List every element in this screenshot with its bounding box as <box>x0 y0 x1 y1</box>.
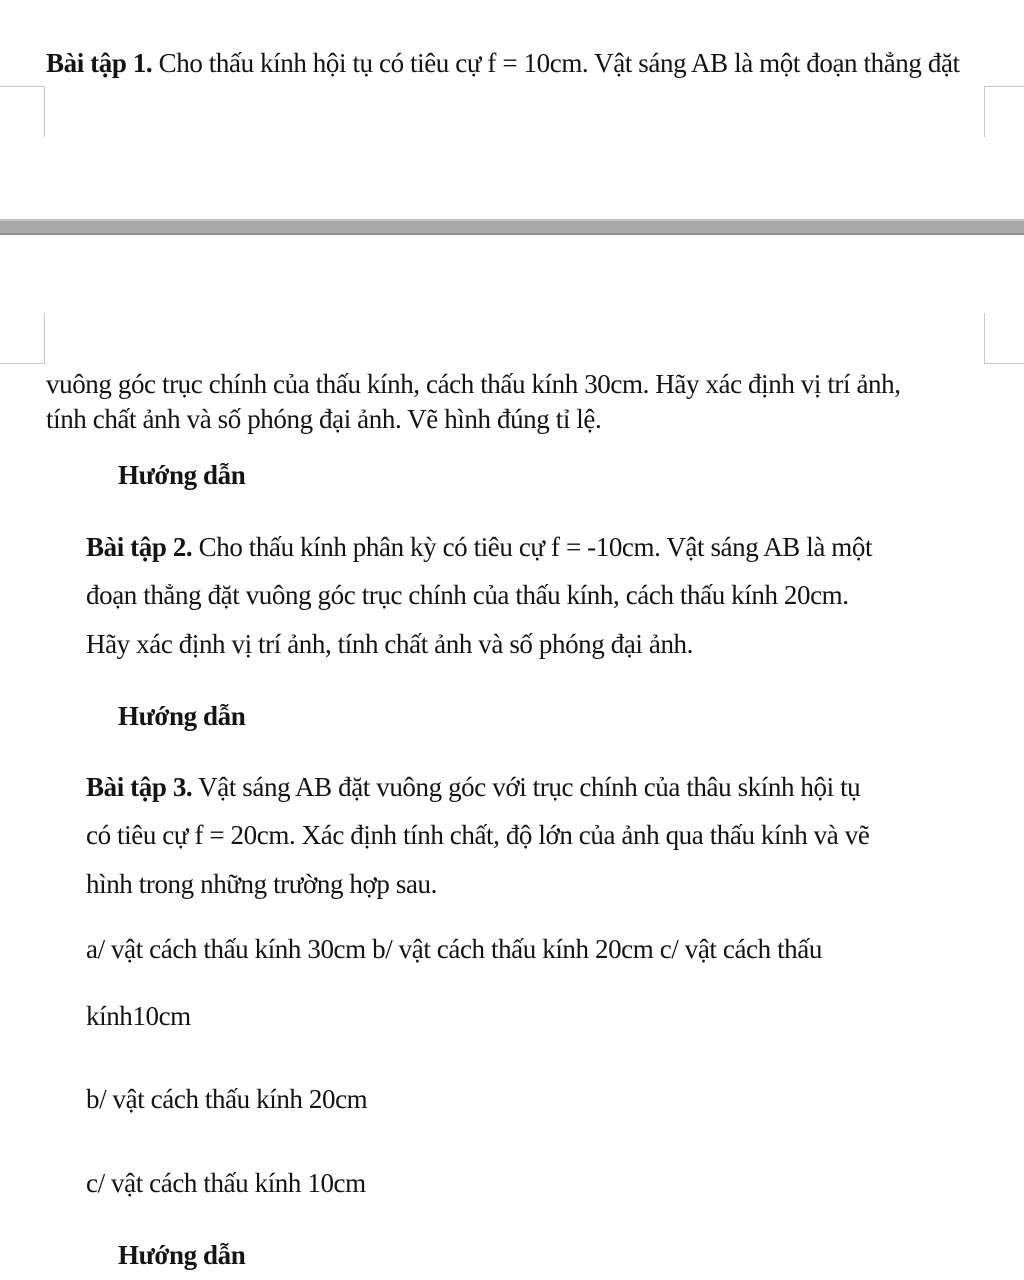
exercise1-line1 <box>46 46 960 80</box>
exercise1-text-line3: tính chất ảnh và số phóng đại ảnh. Vẽ hình đúng tỉ lệ. <box>46 404 602 434</box>
exercise3-case-c: c/ vật cách thấu kính 10cm <box>86 1168 366 1198</box>
page-corner-mark <box>984 86 1024 137</box>
page-corner-mark <box>984 313 1024 364</box>
exercise3-label: Bài tập 3. <box>86 772 193 802</box>
exercise3-text-line2: có tiêu cự f = 20cm. Xác định tính chất, độ lớn của ảnh qua thấu kính và vẽ <box>86 820 870 850</box>
exercise1-guide-heading: Hướng dẫn <box>118 460 246 490</box>
exercise2-label: Bài tập 2. <box>86 532 193 562</box>
exercise2-guide-heading: Hướng dẫn <box>118 701 246 731</box>
exercise3-text-line3: hình trong những trường hợp sau. <box>86 869 438 899</box>
exercise1-text-line2: vuông góc trục chính của thấu kính, cách thấu kính 30cm. Hãy xác định vị trí ảnh, <box>46 369 901 399</box>
exercise3-line1 <box>86 770 860 804</box>
exercise1-text-line1: Cho thấu kính hội tụ có tiêu cự f = 10cm. Vật sáng AB là một đoạn thẳng đặt <box>158 48 960 78</box>
exercise3-case-b: b/ vật cách thấu kính 20cm <box>86 1084 368 1114</box>
exercise3-cases-line2: kính10cm <box>86 1001 191 1031</box>
exercise2-line1 <box>86 530 872 564</box>
page-break <box>0 219 1024 235</box>
exercise2-text-line3: Hãy xác định vị trí ảnh, tính chất ảnh và số phóng đại ảnh. <box>86 629 693 659</box>
exercise2-text-line1: Cho thấu kính phân kỳ có tiêu cự f = -10cm. Vật sáng AB là một <box>198 532 873 562</box>
page-corner-mark <box>0 313 45 364</box>
exercise3-guide-heading: Hướng dẫn <box>118 1240 246 1270</box>
exercise3-cases-line1: a/ vật cách thấu kính 30cm b/ vật cách thấu kính 20cm c/ vật cách thấu <box>86 934 822 964</box>
exercise1-label: Bài tập 1. <box>46 48 153 78</box>
exercise3-text-line1: Vật sáng AB đặt vuông góc với trục chính của thâu skính hội tụ <box>198 772 861 802</box>
exercise2-text-line2: đoạn thẳng đặt vuông góc trục chính của thấu kính, cách thấu kính 20cm. <box>86 580 849 610</box>
page-corner-mark <box>0 86 45 137</box>
